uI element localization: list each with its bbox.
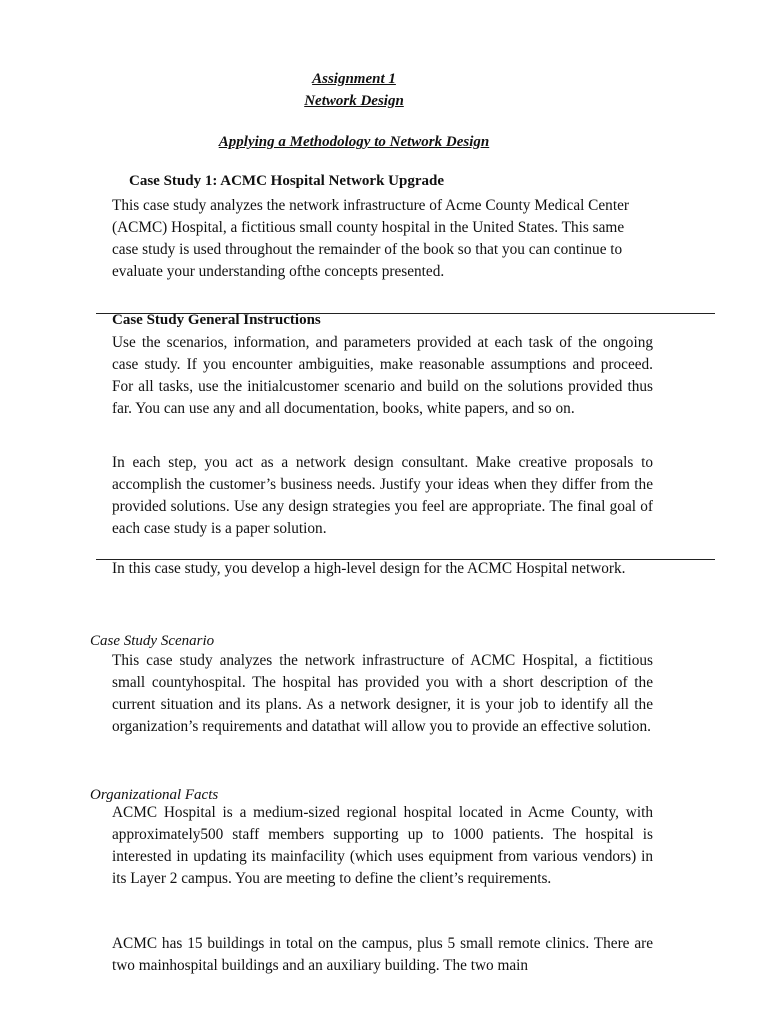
case-study-title: Case Study 1: ACMC Hospital Network Upgrade — [129, 173, 444, 189]
general-instructions-para-2: In each step, you act as a network design consultant. Make creative proposals to accomplish the customer’s business needs. Justify your ideas when they differ from the provided solutions. Use any design strategies you feel are appropriate. The final goal of each case study is a paper solution. — [112, 454, 653, 537]
organizational-facts-para-1: ACMC Hospital is a medium-sized regional hospital located in Acme County, with approximately500 staff members supporting up to 1000 patients. The hospital is interested in updating its mainfacility (which uses equipment from various vendors) in its Layer 2 campus. You are meeting to define the client’s requirements. — [112, 804, 653, 887]
general-instructions-para-1: Use the scenarios, information, and parameters provided at each task of the ongoing case study. If you encounter ambiguities, make reasonable assumptions and proceed. For all tasks, use the initialcustomer scenario and build on the solutions provided thus far. You can use any and all documentation, books, white papers, and so on. — [112, 334, 653, 417]
document-subtitle: Applying a Methodology to Network Design — [218, 134, 490, 150]
organizational-facts-heading: Organizational Facts — [90, 787, 219, 803]
topic-title: Network Design — [304, 93, 404, 109]
general-instructions-title: Case Study General Instructions — [112, 312, 321, 328]
general-instructions-closing: In this case study, you develop a high-level design for the ACMC Hospital network. — [112, 560, 626, 577]
scenario-heading: Case Study Scenario — [90, 633, 215, 649]
case-study-intro: This case study analyzes the network infrastructure of Acme County Medical Center (ACMC) Hospital, a fictitious small county hospital in the United States. This same case study is used throughout the remainder of the book so that you can continue to evaluate your understanding ofthe concepts presented. — [112, 197, 629, 280]
scenario-text: This case study analyzes the network infrastructure of ACMC Hospital, a fictitious small countyhospital. The hospital has provided you with a short description of the current situation and its plans. As a network designer, it is your job to identify all the organization’s requirements and datathat will allow you to provide an effective solution. — [112, 652, 653, 735]
assignment-title: Assignment 1 — [312, 71, 396, 87]
organizational-facts-para-2: ACMC has 15 buildings in total on the campus, plus 5 small remote clinics. There are two mainhospital buildings and an auxiliary building. The two main — [112, 935, 653, 974]
